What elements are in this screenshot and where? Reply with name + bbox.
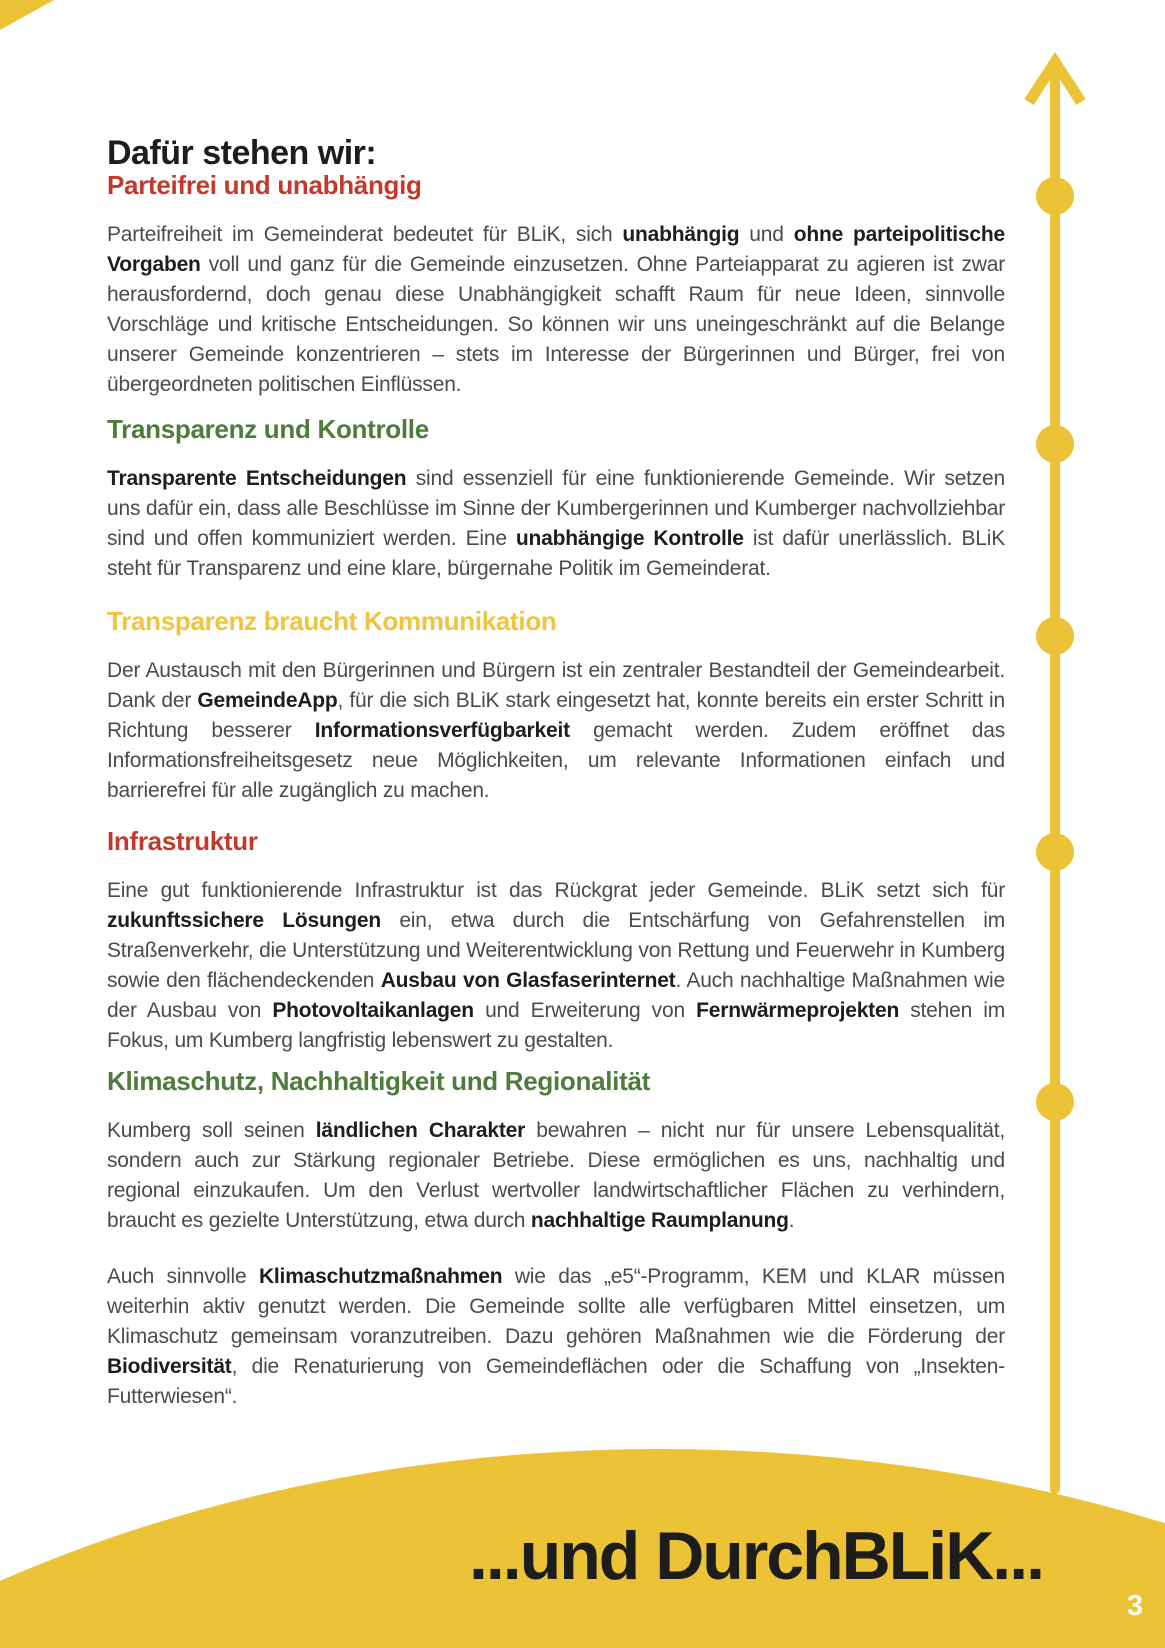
arrow-up-icon <box>1020 52 1090 112</box>
section-paragraph: Eine gut funktionierende Infrastruktur ist das Rückgrat jeder Gemeinde. BLiK setzt sich für zukunftssichere Lösungen ein, etwa durch die Entschärfung von Gefahrenstellen im Straßenverkehr, die Unterstützung und Weiterentwicklung von Rettung und Feuerwehr in Kumberg sowie den flächendeckenden Ausbau von Glasfaserinternet. Auch nachhaltige Maßnahmen wie der Ausbau von Photovoltaikanlagen und Erweiterung von Fernwärmeprojekten stehen im Fokus, um Kumberg langfristig lebenswert zu gestalten. <box>107 879 1005 1052</box>
timeline-dot <box>1036 1083 1074 1121</box>
corner-triangle <box>0 0 54 30</box>
section-paragraph: Kumberg soll seinen ländlichen Charakter bewahren – nicht nur für unsere Lebensqualität, sondern auch zur Stärkung regionaler Betriebe. Diese ermöglichen es uns, nachhaltig und regional einzukaufen. Um den Verlust wertvoller landwirtschaftlicher Flächen zu verhindern, braucht es gezielte Unterstützung, etwa durch nachhaltige Raumplanung. <box>107 1119 1006 1232</box>
footer-slogan: ...und DurchBLiK... <box>469 1518 1043 1594</box>
page-title: Dafür stehen wir: <box>107 133 377 172</box>
section-transparenz-braucht-kommunikation <box>107 604 1005 806</box>
timeline-dot <box>1036 617 1074 655</box>
section-heading: Infrastruktur <box>107 826 258 856</box>
section-paragraph: Transparente Entscheidungen sind essenziell für eine funktionierende Gemeinde. Wir setzen uns dafür ein, dass alle Beschlüsse im Sinne der Kumbergerinnen und Kumberger nachvollziehbar sind und offen kommuniziert werden. Eine unabhängige Kontrolle ist dafür unerlässlich. BLiK steht für Transparenz und eine klare, bürgernahe Politik im Gemeinderat. <box>107 467 1006 580</box>
section-parteifrei-und-unabhaengig <box>107 168 1005 400</box>
section-heading: Transparenz braucht Kommunikation <box>107 606 557 636</box>
timeline-line <box>1050 64 1060 1494</box>
section-infrastruktur <box>107 824 1005 1056</box>
section-paragraph: Der Austausch mit den Bürgerinnen und Bürgern ist ein zentraler Bestandteil der Gemeindearbeit. Dank der GemeindeApp, für die sich BLiK stark eingesetzt hat, konnte bereits ein erster Schritt in Richtung besserer Informationsverfügbarkeit gemacht werden. Zudem eröffnet das Informationsfreiheitsgesetz neue Möglichkeiten, um relevante Informationen einfach und barrierefrei für alle zugänglich zu machen. <box>107 659 1005 802</box>
section-paragraph: Auch sinnvolle Klimaschutzmaßnahmen wie das „e5“-Programm, KEM und KLAR müssen weiterhin aktiv genutzt werden. Die Gemeinde sollte alle verfügbaren Mittel einsetzen, um Klimaschutz gemeinsam voranzutreiben. Dazu gehören Maßnahmen wie die Förderung der Biodiversität, die Renaturierung von Gemeindeflächen oder die Schaffung von „Insekten-Futterwiesen“. <box>107 1265 1006 1408</box>
section-heading: Transparenz und Kontrolle <box>107 414 429 444</box>
timeline-dot <box>1036 177 1074 215</box>
section-klimaschutz-nachhaltigkeit-regionalitaet <box>107 1064 1005 1412</box>
section-heading: Parteifrei und unabhängig <box>107 170 422 200</box>
timeline-dot <box>1036 833 1074 871</box>
section-paragraph: Parteifreiheit im Gemeinderat bedeutet für BLiK, sich unabhängig und ohne parteipolitische Vorgaben voll und ganz für die Gemeinde einzusetzen. Ohne Parteiapparat zu agieren ist zwar herausfordernd, doch genau diese Unabhängigkeit schafft Raum für neue Ideen, sinnvolle Vorschläge und kritische Entscheidungen. So können wir uns uneingeschränkt auf die Belange unserer Gemeinde konzentrieren – stets im Interesse der Bürgerinnen und Bürger, frei von übergeordneten politischen Einflüssen. <box>107 223 1005 396</box>
page-number: 3 <box>1126 1590 1144 1622</box>
section-heading: Klimaschutz, Nachhaltigkeit und Regionalität <box>107 1066 650 1096</box>
timeline-dot <box>1036 425 1074 463</box>
section-transparenz-und-kontrolle <box>107 412 1005 584</box>
